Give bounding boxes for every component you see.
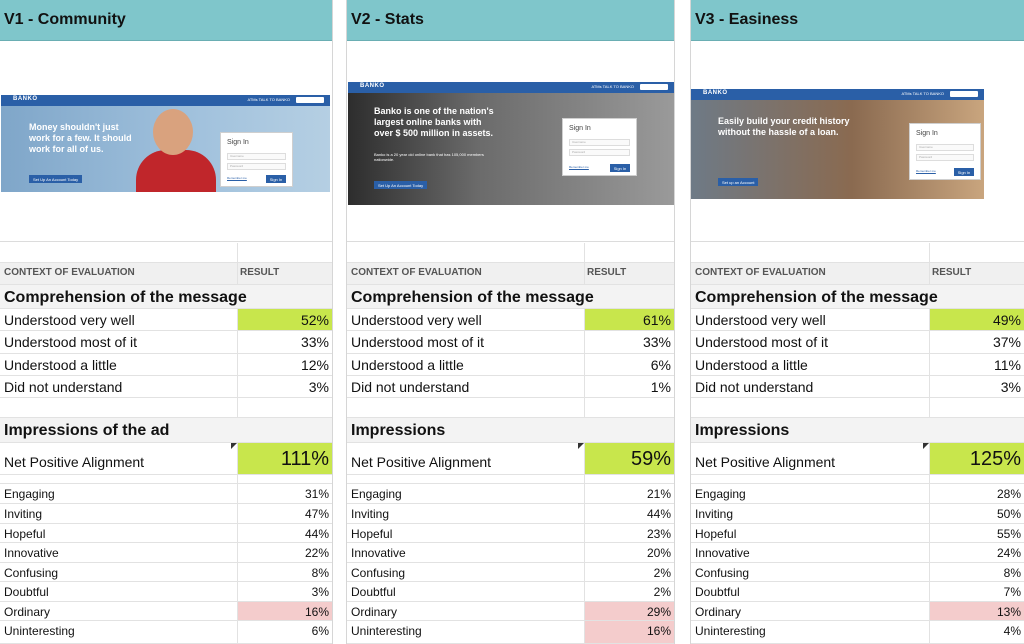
comprehension-row — [691, 309, 1024, 331]
variant-title: V2 - Stats — [351, 11, 424, 28]
impression-row — [691, 504, 1024, 524]
column-divider — [237, 354, 238, 375]
row-label: Understood a little — [351, 357, 464, 373]
spacer-row — [0, 243, 332, 263]
npa-value: 111% — [237, 443, 332, 474]
row-label: Understood very well — [351, 312, 482, 328]
variant-column — [0, 0, 332, 644]
column-divider — [237, 309, 238, 330]
row-result: 49% — [929, 309, 1024, 330]
impression-row — [347, 602, 674, 621]
row-result: 47% — [304, 507, 329, 521]
ad-cta-button: Set up an Account — [718, 178, 758, 186]
section-title-row — [347, 418, 674, 443]
row-result: 6% — [311, 624, 329, 638]
impression-row — [0, 484, 332, 504]
row-label: Did not understand — [351, 379, 470, 395]
ad-subtext: Banko is a 20 year old online bank that has 105,000 members nationwide. — [374, 152, 484, 162]
comprehension-row — [0, 354, 332, 376]
impressions-title: Impressions — [351, 422, 446, 439]
npa-label: Net Positive Alignment — [351, 454, 492, 470]
impression-row — [347, 504, 674, 524]
column-divider — [584, 443, 585, 474]
row-label: Understood very well — [695, 312, 826, 328]
ad-remember-link: Remember me — [569, 165, 589, 169]
section-title-row — [0, 418, 332, 443]
column-divider — [584, 398, 585, 417]
comprehension-row — [347, 331, 674, 354]
row-result: 28% — [996, 487, 1021, 501]
row-label: Doubtful — [351, 585, 396, 599]
impression-row — [0, 563, 332, 582]
spacer-row — [347, 398, 674, 418]
ad-username-field: Username — [227, 153, 286, 160]
ad-screenshot-area — [0, 42, 332, 242]
column-divider — [584, 309, 585, 330]
row-result: 11% — [994, 357, 1021, 373]
column-divider — [929, 484, 930, 503]
ad-screenshot — [691, 89, 984, 199]
ad-remember-link: Remember me — [227, 176, 247, 180]
ad-signin-box — [562, 118, 637, 176]
ad-cta-button: Set Up An Account Today — [374, 181, 427, 189]
row-label: Engaging — [4, 487, 55, 501]
section-title-row — [0, 285, 332, 309]
impression-row — [0, 582, 332, 602]
column-divider — [584, 376, 585, 397]
impression-row — [0, 621, 332, 644]
variant-title: V3 - Easiness — [695, 11, 799, 28]
column-divider — [237, 475, 238, 483]
column-divider — [929, 263, 930, 284]
comprehension-title: Comprehension of the message — [695, 289, 938, 306]
row-label: Ordinary — [351, 605, 398, 619]
row-label: Ordinary — [695, 605, 742, 619]
impressions-title: Impressions of the ad — [4, 422, 170, 439]
ad-headline: Money shouldn't just work for a few. It should work for all of us. — [29, 122, 132, 154]
column-divider — [237, 543, 238, 562]
impression-row — [691, 524, 1024, 543]
row-label: Engaging — [695, 487, 746, 501]
row-label: Doubtful — [695, 585, 740, 599]
row-label: Uninteresting — [351, 624, 422, 638]
context-label: CONTEXT OF EVALUATION — [4, 267, 135, 278]
section-title-row — [691, 418, 1024, 443]
column-divider — [584, 243, 585, 262]
context-header-row — [691, 263, 1024, 285]
spacer-row — [0, 475, 332, 484]
column-divider — [929, 524, 930, 542]
section-title-row — [347, 285, 674, 309]
column-divider — [584, 543, 585, 562]
impression-row — [347, 563, 674, 582]
ad-password-field: Password — [916, 154, 974, 161]
variant-header — [691, 0, 1024, 41]
spacer-row — [347, 475, 674, 484]
column-divider — [237, 524, 238, 542]
ad-navbar — [691, 89, 984, 100]
result-label: RESULT — [932, 267, 972, 278]
column-divider — [237, 443, 238, 474]
variant-header — [0, 0, 332, 41]
ad-nav-links: ATMs TALK TO BANKO — [591, 84, 634, 89]
impression-row — [691, 582, 1024, 602]
row-result: 20% — [646, 546, 671, 560]
row-label: Confusing — [695, 566, 750, 580]
column-divider — [584, 354, 585, 375]
variant-header — [347, 0, 674, 41]
ad-screenshot — [348, 82, 674, 205]
row-label: Doubtful — [4, 585, 49, 599]
ad-password-field: Password — [569, 149, 630, 156]
column-divider — [929, 621, 930, 643]
ad-person-figure — [136, 150, 216, 192]
comprehension-row — [0, 331, 332, 354]
column-divider — [584, 504, 585, 523]
row-result: 3% — [1000, 379, 1021, 395]
spacer-row — [691, 243, 1024, 263]
column-divider — [929, 475, 930, 483]
column-divider — [929, 398, 930, 417]
result-label: RESULT — [240, 267, 280, 278]
ad-headline: Easily build your credit history without the hassle of a loan. — [718, 116, 850, 137]
context-label: CONTEXT OF EVALUATION — [351, 267, 482, 278]
npa-value: 125% — [929, 443, 1024, 474]
row-result: 12% — [300, 357, 329, 373]
ad-brand-logo: BANKO — [703, 90, 728, 96]
variant-column — [691, 0, 1024, 644]
impressions-title: Impressions — [695, 422, 790, 439]
impression-row — [691, 621, 1024, 644]
row-label: Understood a little — [695, 357, 808, 373]
column-divider — [929, 504, 930, 523]
column-divider — [584, 331, 585, 353]
net-positive-alignment-row — [0, 443, 332, 475]
row-label: Confusing — [4, 566, 59, 580]
column-divider — [929, 354, 930, 375]
row-result: 52% — [237, 309, 332, 330]
spacer-row — [691, 398, 1024, 418]
ad-cta-button: Set Up An Account Today — [29, 175, 82, 183]
ad-person-head — [153, 109, 193, 155]
ad-username-field: Username — [916, 144, 974, 151]
variant-column — [347, 0, 674, 644]
impression-row — [691, 484, 1024, 504]
column-divider — [237, 563, 238, 581]
row-result: 24% — [996, 546, 1021, 560]
impression-row — [691, 602, 1024, 621]
column-divider — [584, 621, 585, 643]
row-result: 50% — [996, 507, 1021, 521]
column-divider — [929, 331, 930, 353]
row-result: 8% — [1003, 566, 1021, 580]
column-gap — [332, 0, 347, 644]
column-divider — [584, 475, 585, 483]
row-result: 7% — [1003, 585, 1021, 599]
column-divider — [237, 602, 238, 620]
column-divider — [929, 543, 930, 562]
impression-row — [0, 543, 332, 563]
ad-signin-title: Sign In — [227, 139, 249, 146]
row-label: Inviting — [4, 507, 43, 521]
row-label: Did not understand — [695, 379, 814, 395]
column-divider — [929, 309, 930, 330]
row-result: 2% — [653, 585, 671, 599]
column-divider — [237, 398, 238, 417]
row-result: 3% — [308, 379, 329, 395]
column-divider — [929, 563, 930, 581]
row-label: Innovative — [351, 546, 406, 560]
ad-nav-links: ATMs TALK TO BANKO — [247, 97, 290, 102]
row-result: 29% — [584, 602, 674, 620]
row-result: 23% — [646, 527, 671, 541]
spacer-row — [691, 475, 1024, 484]
column-divider — [584, 484, 585, 503]
impression-row — [691, 563, 1024, 582]
column-divider — [584, 582, 585, 601]
net-positive-alignment-row — [691, 443, 1024, 475]
ad-signin-button: Sign In — [266, 175, 286, 183]
column-divider — [584, 524, 585, 542]
row-result: 21% — [646, 487, 671, 501]
row-label: Hopeful — [695, 527, 737, 541]
row-label: Understood a little — [4, 357, 117, 373]
row-label: Hopeful — [4, 527, 46, 541]
result-label: RESULT — [587, 267, 627, 278]
impression-row — [347, 543, 674, 563]
impression-row — [347, 484, 674, 504]
column-divider — [237, 331, 238, 353]
impression-row — [0, 504, 332, 524]
column-gap — [674, 0, 691, 644]
ad-screenshot — [1, 95, 330, 192]
comprehension-row — [691, 331, 1024, 354]
ad-nav-search — [296, 97, 324, 103]
npa-value: 59% — [584, 443, 674, 474]
row-label: Understood most of it — [351, 334, 485, 350]
row-label: Understood very well — [4, 312, 135, 328]
ad-brand-logo: BANKO — [13, 96, 38, 102]
row-result: 44% — [304, 527, 329, 541]
comprehension-row — [691, 354, 1024, 376]
row-result: 22% — [304, 546, 329, 560]
ad-signin-box — [909, 123, 981, 180]
column-divider — [929, 602, 930, 620]
comprehension-row — [0, 376, 332, 398]
row-result: 6% — [650, 357, 671, 373]
context-header-row — [0, 263, 332, 285]
column-divider — [584, 263, 585, 284]
column-divider — [237, 376, 238, 397]
ad-signin-box — [220, 132, 293, 187]
ad-password-field: Password — [227, 163, 286, 170]
column-divider — [237, 504, 238, 523]
row-result: 2% — [653, 566, 671, 580]
ad-headline: Banko is one of the nation's largest online banks with over $ 500 million in assets. — [374, 106, 494, 138]
comprehension-row — [347, 309, 674, 331]
column-divider — [237, 263, 238, 284]
row-label: Innovative — [695, 546, 750, 560]
ad-nav-search — [950, 91, 978, 97]
npa-label: Net Positive Alignment — [4, 454, 145, 470]
row-result: 3% — [311, 585, 329, 599]
row-result: 1% — [650, 379, 671, 395]
ad-nav-search — [640, 84, 668, 90]
row-label: Ordinary — [4, 605, 51, 619]
comprehension-row — [691, 376, 1024, 398]
ad-nav-links: ATMs TALK TO BANKO — [901, 91, 944, 96]
impression-row — [347, 524, 674, 543]
ad-screenshot-area — [347, 42, 674, 242]
row-result: 55% — [996, 527, 1021, 541]
impression-row — [0, 524, 332, 543]
ad-navbar — [1, 95, 330, 106]
column-divider — [929, 582, 930, 601]
spacer-row — [0, 398, 332, 418]
row-result: 33% — [642, 334, 671, 350]
row-label: Inviting — [695, 507, 734, 521]
column-divider — [584, 602, 585, 620]
variant-title: V1 - Community — [4, 11, 126, 28]
npa-label: Net Positive Alignment — [695, 454, 836, 470]
ad-remember-link: Remember me — [916, 169, 936, 173]
comprehension-title: Comprehension of the message — [351, 289, 594, 306]
row-label: Engaging — [351, 487, 402, 501]
row-result: 8% — [311, 566, 329, 580]
row-result: 16% — [237, 602, 332, 620]
row-label: Innovative — [4, 546, 59, 560]
row-label: Uninteresting — [695, 624, 766, 638]
section-title-row — [691, 285, 1024, 309]
column-divider — [237, 484, 238, 503]
comprehension-row — [347, 376, 674, 398]
row-label: Uninteresting — [4, 624, 75, 638]
row-label: Confusing — [351, 566, 406, 580]
column-divider — [584, 563, 585, 581]
context-label: CONTEXT OF EVALUATION — [695, 267, 826, 278]
ad-signin-button: Sign In — [610, 164, 630, 172]
column-divider — [929, 243, 930, 262]
spacer-row — [347, 243, 674, 263]
row-label: Understood most of it — [695, 334, 829, 350]
ad-signin-button: Sign In — [954, 168, 974, 176]
net-positive-alignment-row — [347, 443, 674, 475]
row-label: Did not understand — [4, 379, 123, 395]
comprehension-row — [0, 309, 332, 331]
row-result: 37% — [992, 334, 1021, 350]
impression-row — [691, 543, 1024, 563]
row-label: Understood most of it — [4, 334, 138, 350]
row-result: 13% — [929, 602, 1024, 620]
context-header-row — [347, 263, 674, 285]
column-divider — [237, 621, 238, 643]
row-result: 33% — [300, 334, 329, 350]
row-result: 61% — [584, 309, 674, 330]
column-divider — [929, 443, 930, 474]
column-divider — [929, 376, 930, 397]
row-label: Hopeful — [351, 527, 393, 541]
impression-row — [0, 602, 332, 621]
ad-signin-title: Sign In — [916, 130, 938, 137]
row-result: 44% — [646, 507, 671, 521]
comprehension-title: Comprehension of the message — [4, 289, 247, 306]
comprehension-row — [347, 354, 674, 376]
column-divider — [237, 582, 238, 601]
ad-screenshot-area — [691, 42, 1024, 242]
ad-signin-title: Sign In — [569, 125, 591, 132]
row-label: Inviting — [351, 507, 390, 521]
ad-username-field: Username — [569, 139, 630, 146]
ad-brand-logo: BANKO — [360, 83, 385, 89]
column-divider — [237, 243, 238, 262]
impression-row — [347, 621, 674, 644]
row-result: 16% — [584, 621, 674, 643]
impression-row — [347, 582, 674, 602]
row-result: 4% — [1003, 624, 1021, 638]
ad-navbar — [348, 82, 674, 93]
row-result: 31% — [304, 487, 329, 501]
